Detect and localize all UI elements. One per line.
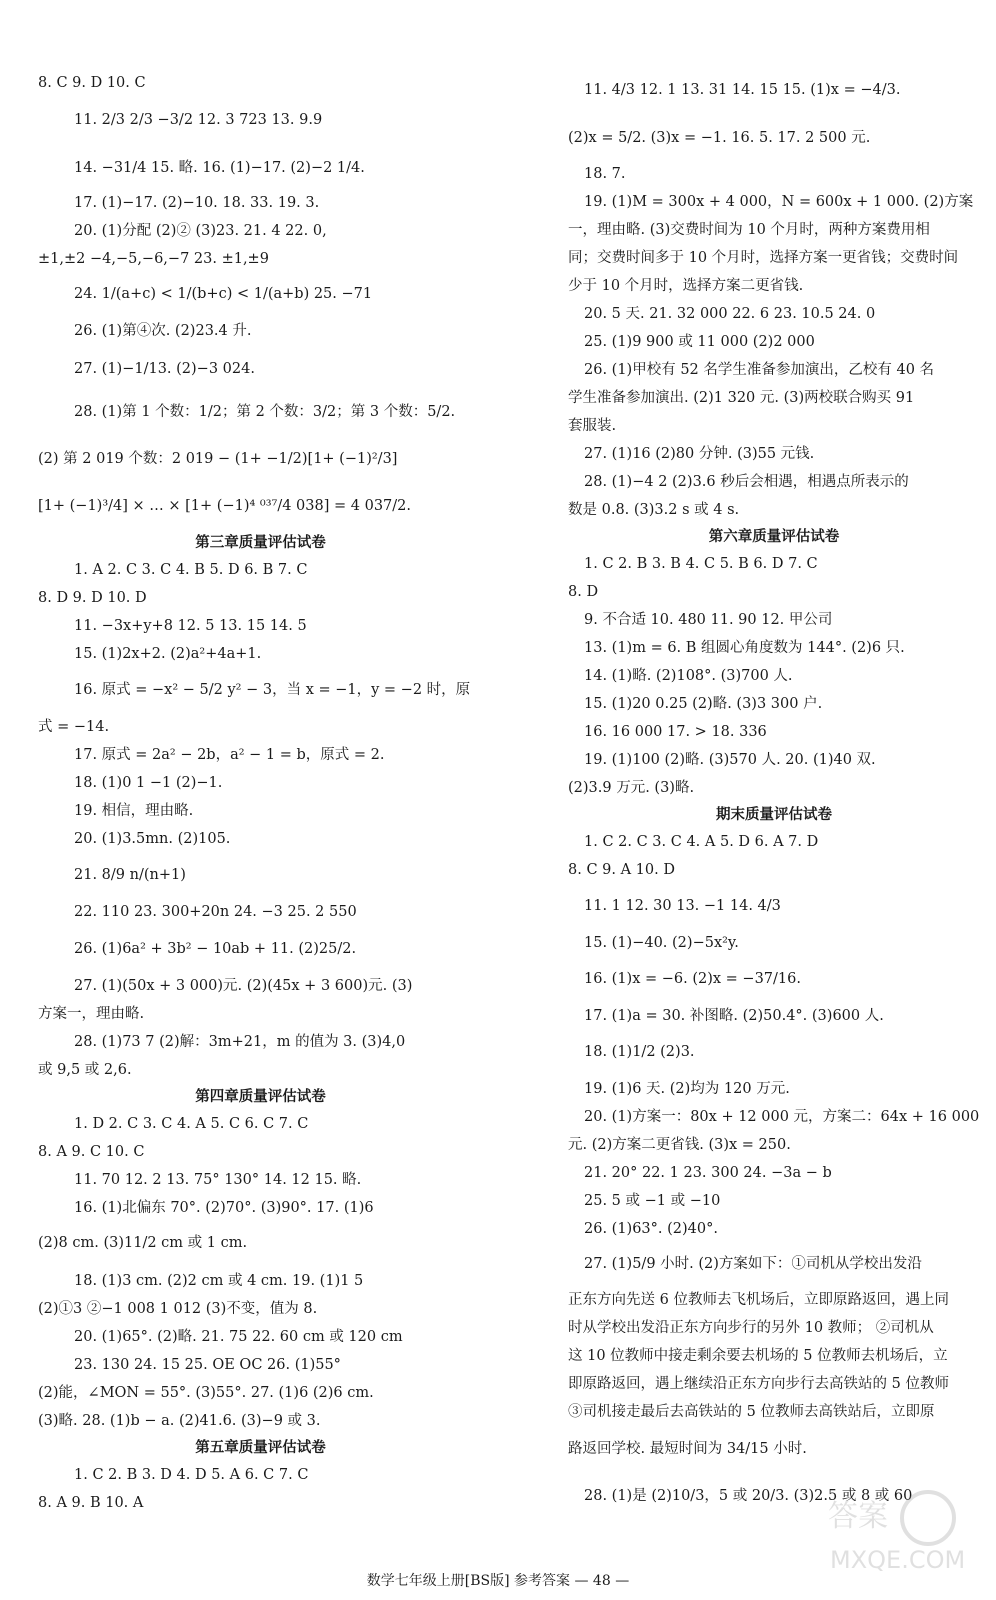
answer-line: [1+ (−1)³/4] × … × [1+ (−1)⁴ ⁰³⁷/4 038] = 4 037/2.: [38, 498, 411, 514]
answer-line: 同；交费时间多于 10 个月时，选择方案一更省钱；交费时间: [568, 250, 959, 266]
answer-line: 26. (1)甲校有 52 名学生准备参加演出，乙校有 40 名: [584, 362, 935, 378]
answer-line: 21. 8/9 n/(n+1): [74, 867, 186, 883]
answer-line: 元. (2)方案二更省钱. (3)x = 250.: [568, 1137, 791, 1153]
answer-line: 学生准备参加演出. (2)1 320 元. (3)两校联合购买 91: [568, 390, 915, 406]
answer-line: 20. 5 天. 21. 32 000 22. 6 23. 10.5 24. 0: [584, 306, 876, 322]
answer-line: 26. (1)6a² + 3b² − 10ab + 11. (2)25/2.: [74, 941, 357, 957]
answer-line: (2)3.9 万元. (3)略.: [568, 780, 695, 796]
answer-line: 19. (1)M = 300x + 4 000，N = 600x + 1 000. (2)方案: [584, 194, 974, 210]
answer-line: 或 9,5 或 2,6.: [38, 1062, 132, 1078]
answer-line: 23. 130 24. 15 25. OE OC 26. (1)55°: [74, 1357, 341, 1373]
answer-line: 28. (1)是 (2)10/3，5 或 20/3. (3)2.5 或 8 或 60: [584, 1488, 913, 1504]
svg-text:答案: 答案: [828, 1499, 888, 1534]
answer-line: 25. (1)9 900 或 11 000 (2)2 000: [584, 334, 815, 350]
answer-line: 17. (1)−17. (2)−10. 18. 33. 19. 3.: [74, 195, 320, 211]
answer-line: 18. (1)0 1 −1 (2)−1.: [74, 775, 223, 791]
answer-line: 25. 5 或 −1 或 −10: [584, 1193, 721, 1209]
answer-line: 22. 110 23. 300+20n 24. −3 25. 2 550: [74, 904, 357, 920]
answer-line: 17. (1)a = 30. 补图略. (2)50.4°. (3)600 人.: [584, 1008, 884, 1024]
answer-line: 11. 4/3 12. 1 13. 31 14. 15 15. (1)x = −4/3.: [584, 82, 901, 98]
answer-line: 14. −31/4 15. 略. 16. (1)−17. (2)−2 1/4.: [74, 160, 365, 176]
answer-line: (2)能，∠MON = 55°. (3)55°. 27. (1)6 (2)6 cm.: [38, 1385, 374, 1401]
answer-line: 28. (1)−4 2 (2)3.6 秒后会相遇，相遇点所表示的: [584, 474, 909, 490]
answer-line: 方案一，理由略.: [38, 1006, 145, 1022]
answer-line: 19. (1)100 (2)略. (3)570 人. 20. (1)40 双.: [584, 752, 876, 768]
answer-line: 1. C 2. B 3. B 4. C 5. B 6. D 7. C: [584, 556, 818, 572]
answer-line: 11. 2/3 2/3 −3/2 12. 3 723 13. 9.9: [74, 112, 323, 128]
answer-line: 16. (1)北偏东 70°. (2)70°. (3)90°. 17. (1)6: [74, 1200, 374, 1216]
answer-line: 1. D 2. C 3. C 4. A 5. C 6. C 7. C: [74, 1116, 309, 1132]
answer-line: 27. (1)−1/13. (2)−3 024.: [74, 361, 255, 377]
answer-line: (2)①3 ②−1 008 1 012 (3)不变，值为 8.: [38, 1301, 318, 1317]
answer-line: 8. A 9. C 10. C: [38, 1144, 145, 1160]
answer-line: 11. 70 12. 2 13. 75° 130° 14. 12 15. 略.: [74, 1172, 362, 1188]
answer-line: 27. (1)5/9 小时. (2)方案如下：①司机从学校出发沿: [584, 1256, 922, 1272]
answer-line: ±1,±2 −4,−5,−6,−7 23. ±1,±9: [38, 251, 269, 267]
answer-line: ③司机接走最后去高铁站的 5 位教师去高铁站后，立即原: [568, 1404, 935, 1420]
answer-line: 式 = −14.: [38, 719, 110, 735]
answer-line: 8. C 9. D 10. C: [38, 75, 146, 91]
answer-line: 20. (1)3.5mn. (2)105.: [74, 831, 231, 847]
answer-line: 27. (1)16 (2)80 分钟. (3)55 元钱.: [584, 446, 815, 462]
answer-line: 27. (1)(50x + 3 000)元. (2)(45x + 3 600)元. (3): [74, 978, 413, 994]
answer-line: 16. 原式 = −x² − 5/2 y² − 3，当 x = −1，y = −2 时，原: [74, 682, 471, 698]
answer-line: 17. 原式 = 2a² − 2b，a² − 1 = b，原式 = 2.: [74, 747, 385, 763]
answer-line: 15. (1)−40. (2)−5x²y.: [584, 935, 739, 951]
answer-line: 少于 10 个月时，选择方案二更省钱.: [568, 278, 804, 294]
answer-line: 16. (1)x = −6. (2)x = −37/16.: [584, 971, 801, 987]
answer-line: 1. A 2. C 3. C 4. B 5. D 6. B 7. C: [74, 562, 308, 578]
answer-line: 28. (1)73 7 (2)解：3m+21，m 的值为 3. (3)4,0: [74, 1034, 406, 1050]
answer-line: (2) 第 2 019 个数：2 019 − (1+ −1/2)[1+ (−1)²/3]: [38, 451, 398, 467]
answer-line: 路返回学校. 最短时间为 34/15 小时.: [568, 1441, 807, 1457]
answer-line: 1. C 2. C 3. C 4. A 5. D 6. A 7. D: [584, 834, 819, 850]
answer-line: 数是 0.8. (3)3.2 s 或 4 s.: [568, 502, 740, 518]
answer-line: 即原路返回，遇上继续沿正东方向步行去高铁站的 5 位教师: [568, 1376, 949, 1392]
answer-line: 11. −3x+y+8 12. 5 13. 15 14. 5: [74, 618, 307, 634]
answer-line: 正东方向先送 6 位教师去飞机场后，立即原路返回，遇上同: [568, 1292, 949, 1308]
answer-line: 20. (1)分配 (2)② (3)23. 21. 4 22. 0,: [74, 223, 327, 239]
answer-line: (3)略. 28. (1)b − a. (2)41.6. (3)−9 或 3.: [38, 1413, 321, 1429]
answer-line: (2)8 cm. (3)11/2 cm 或 1 cm.: [38, 1235, 248, 1251]
svg-text:MXQE.COM: MXQE.COM: [830, 1546, 966, 1574]
answer-line: 一，理由略. (3)交费时间为 10 个月时，两种方案费用相: [568, 222, 930, 238]
answer-line: 时从学校出发沿正东方向步行的另外 10 教师； ②司机从: [568, 1320, 934, 1336]
answer-line: 8. C 9. A 10. D: [568, 862, 675, 878]
answer-line: 这 10 位教师中接走剩余要去机场的 5 位教师去机场后，立: [568, 1348, 948, 1364]
answer-line: 15. (1)20 0.25 (2)略. (3)3 300 户.: [584, 696, 823, 712]
answer-line: (2)x = 5/2. (3)x = −1. 16. 5. 17. 2 500 元.: [568, 130, 871, 146]
answer-line: 8. A 9. B 10. A: [38, 1495, 144, 1511]
answer-line: 21. 20° 22. 1 23. 300 24. −3a − b: [584, 1165, 832, 1181]
answer-line: 13. (1)m = 6. B 组圆心角度数为 144°. (2)6 只.: [584, 640, 905, 656]
section-heading: 期末质量评估试卷: [716, 806, 832, 823]
page-footer: 数学七年级上册[BS版] 参考答案 — 48 —: [366, 1573, 630, 1589]
section-heading: 第四章质量评估试卷: [195, 1088, 326, 1105]
watermark-logo: [818, 1478, 968, 1578]
answer-line: 套服装.: [568, 418, 617, 434]
section-heading: 第五章质量评估试卷: [195, 1439, 326, 1456]
section-heading: 第三章质量评估试卷: [195, 534, 326, 551]
answer-line: 18. (1)1/2 (2)3.: [584, 1044, 695, 1060]
answer-line: 8. D: [568, 584, 599, 600]
answer-line: 20. (1)65°. (2)略. 21. 75 22. 60 cm 或 120 cm: [74, 1329, 403, 1345]
answer-line: 9. 不合适 10. 480 11. 90 12. 甲公司: [584, 612, 833, 628]
answer-line: 19. (1)6 天. (2)均为 120 万元.: [584, 1081, 790, 1097]
answer-line: 14. (1)略. (2)108°. (3)700 人.: [584, 668, 793, 684]
answer-line: 15. (1)2x+2. (2)a²+4a+1.: [74, 646, 262, 662]
answer-line: 26. (1)第④次. (2)23.4 升.: [74, 323, 252, 339]
answer-line: 8. D 9. D 10. D: [38, 590, 147, 606]
answer-line: 24. 1/(a+c) < 1/(b+c) < 1/(a+b) 25. −71: [74, 286, 373, 302]
answer-line: 18. 7.: [584, 166, 626, 182]
answer-line: 1. C 2. B 3. D 4. D 5. A 6. C 7. C: [74, 1467, 309, 1483]
answer-line: 16. 16 000 17. > 18. 336: [584, 724, 767, 740]
answer-line: 11. 1 12. 30 13. −1 14. 4/3: [584, 898, 781, 914]
answer-line: 26. (1)63°. (2)40°.: [584, 1221, 718, 1237]
answer-line: 20. (1)方案一：80x + 12 000 元，方案二：64x + 16 000: [584, 1109, 980, 1125]
section-heading: 第六章质量评估试卷: [708, 528, 840, 545]
answer-line: 28. (1)第 1 个数：1/2；第 2 个数：3/2；第 3 个数：5/2.: [74, 404, 456, 420]
answer-line: 19. 相信，理由略.: [74, 803, 194, 819]
answer-line: 18. (1)3 cm. (2)2 cm 或 4 cm. 19. (1)1 5: [74, 1273, 364, 1289]
